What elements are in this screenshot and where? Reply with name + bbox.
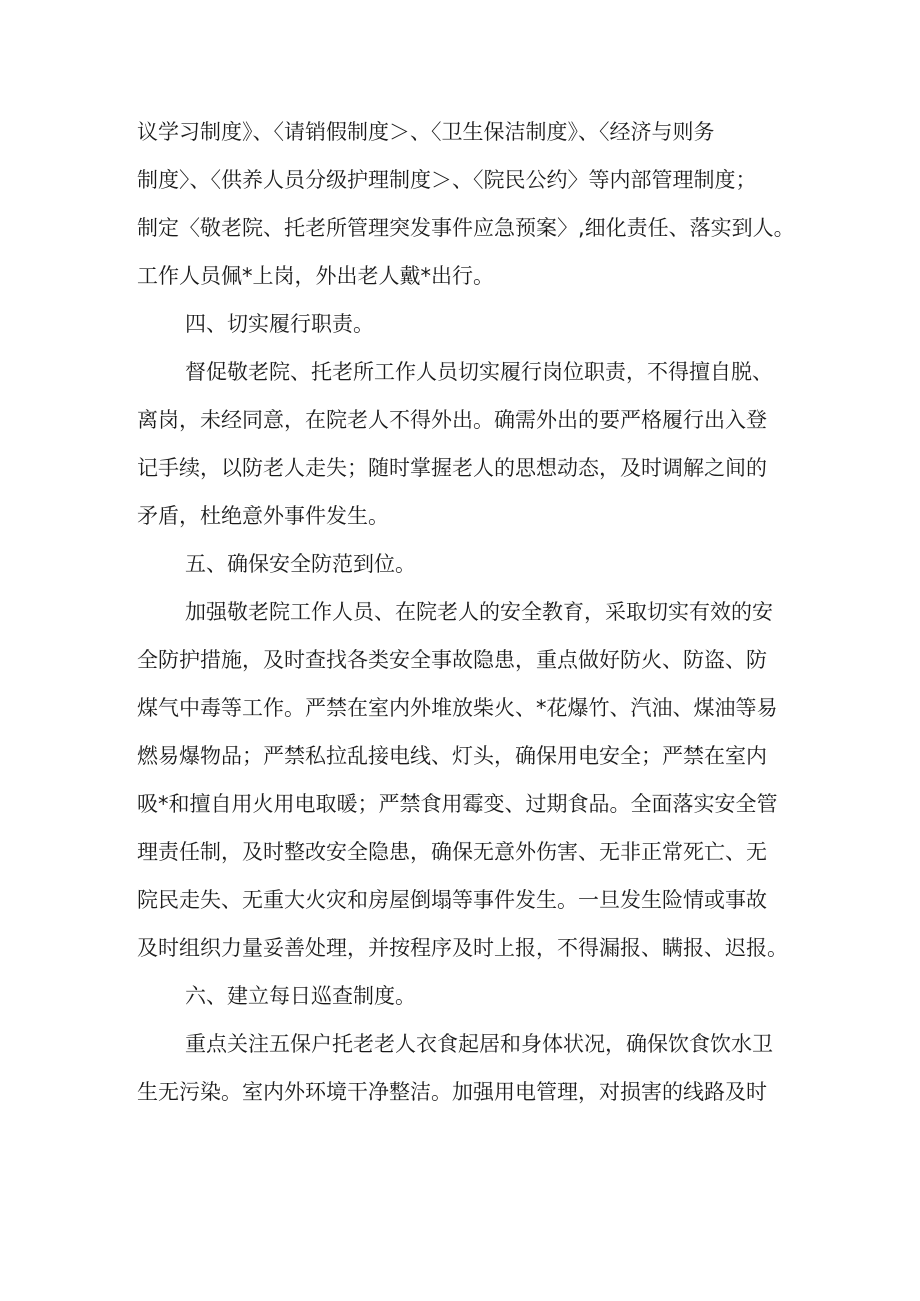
text-line: 理责任制，及时整改安全隐患，确保无意外伤害、无非正常死亡、无 [137, 840, 767, 864]
document-body [137, 108, 809, 1116]
section-heading: 五、确保安全防范到位。 [185, 552, 416, 576]
text-line: 制度〉、〈供养人员分级护理制度＞、〈院民公约〉等内部管理制度； [137, 168, 757, 192]
text-line: 燃易爆物品；严禁私拉乱接电线、灯头，确保用电安全；严禁在室内 [137, 744, 767, 768]
text-line: 离岗，未经同意，在院老人不得外出。确需外出的要严格履行出入登 [137, 408, 767, 432]
paragraph-first-line: 督促敬老院、托老所工作人员切实履行岗位职责，不得擅自脱、 [185, 360, 773, 384]
text-line: 吸*和擅自用火用电取暖；严禁食用霉变、过期食品。全面落实安全管 [137, 792, 778, 816]
text-line: 矛盾，杜绝意外事件发生。 [137, 504, 389, 528]
paragraph-first-line: 加强敬老院工作人员、在院老人的安全教育，采取切实有效的安 [185, 600, 773, 624]
text-line: 记手续，以防老人走失；随时掌握老人的思想动态，及时调解之间的 [137, 456, 767, 480]
section-heading: 四、切实履行职责。 [185, 312, 374, 336]
section-heading: 六、建立每日巡查制度。 [185, 984, 416, 1008]
text-line: 议学习制度》、〈请销假制度＞、〈卫生保洁制度》、〈经济与则务 [137, 120, 715, 144]
text-line: 制定〈敬老院、托老所管理突发事件应急预案〉,细化责任、落实到人。 [137, 216, 795, 240]
text-line: 及时组织力量妥善处理，并按程序及时上报，不得漏报、瞒报、迟报。 [137, 936, 788, 960]
text-line: 生无污染。室内外环境干净整洁。加强用电管理，对损害的线路及时 [137, 1080, 767, 1104]
text-line: 煤气中毒等工作。严禁在室内外堆放柴火、*花爆竹、汽油、煤油等易 [137, 696, 778, 720]
text-line: 院民走失、无重大火灾和房屋倒塌等事件发生。一旦发生险情或事故 [137, 888, 767, 912]
text-line: 全防护措施，及时查找各类安全事故隐患，重点做好防火、防盗、防 [137, 648, 767, 672]
text-line: 工作人员佩*上岗，外出老人戴*出行。 [137, 264, 494, 288]
paragraph-first-line: 重点关注五保户托老老人衣食起居和身体状况，确保饮食饮水卫 [185, 1032, 773, 1056]
